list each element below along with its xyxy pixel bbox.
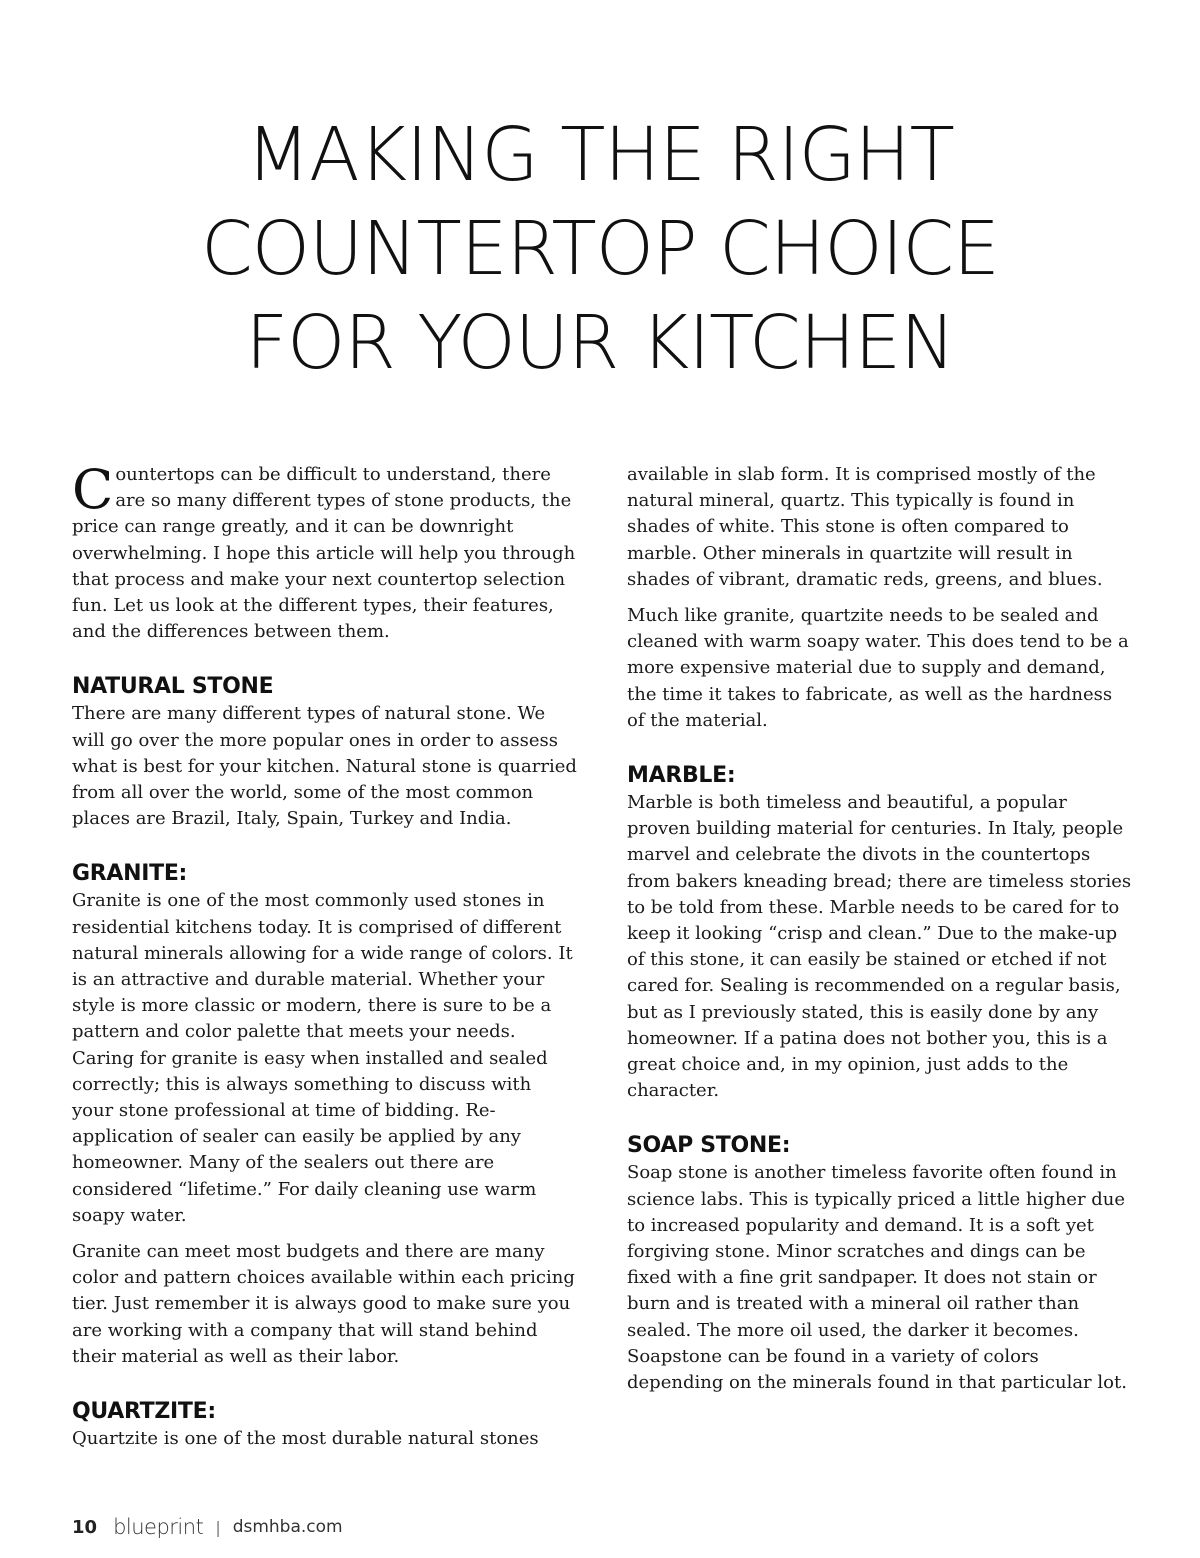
intro-paragraph — [72, 458, 577, 645]
website-link[interactable]: dsmhba.com — [232, 1517, 343, 1537]
quartzite-paragraph-start: Quartzite is one of the most durable natural stones — [72, 1428, 539, 1450]
drop-cap: C — [72, 458, 114, 521]
quartzite-paragraph-2: Much like granite, quartzite needs to be sealed and cleaned with warm soapy water. This does tend to be a more expensive material due to supply and demand, the time it takes to fabricate, as well as the hardness of the material. — [627, 605, 1129, 731]
title-line-1: MAKING THE RIGHT — [246, 112, 954, 198]
marble-paragraph: Marble is both timeless and beautiful, a popular proven building material for centuries. In Italy, people marvel and celebrate the divots in the countertops from bakers kneading bread; there are timeless stories to be told from these. Marble needs to be cared for to keep it looking “crisp and clean.” Due to the make-up of this stone, it can easily be stained or etched if not cared for. Sealing is recommended on a regular basis, but as I previously stated, this is easily done by any homeowner. If a patina does not bother you, this is a great choice and, in my opinion, just adds to the character. — [627, 792, 1132, 1102]
page-footer — [72, 1514, 343, 1540]
right-column — [627, 462, 1132, 1406]
title-line-3: FOR YOUR KITCHEN — [245, 300, 955, 386]
intro-text: ountertops can be difficult to understand, there are so many different types of stone products, the price can range greatly, and it can be downright overwhelming. I hope this article will help you through that process and make your next countertop selection fun. Let us look at the different types, their features, and the differences between them. — [72, 464, 576, 643]
brand-logo: blueprint — [113, 1515, 204, 1539]
soap-stone-paragraph: Soap stone is another timeless favorite often found in science labs. This is typically priced a little higher due to increased popularity and demand. It is a soft yet forgiving stone. Minor scratches and dings can be fixed with a fine grit sandpaper. It does not stain or burn and is treated with a mineral oil rather than sealed. The more oil used, the darker it becomes. Soapstone can be found in a variety of colors depending on the minerals found in that particular lot. — [627, 1162, 1127, 1394]
heading-quartzite: QUARTZITE: — [72, 1399, 216, 1425]
natural-stone-paragraph: There are many different types of natural stone. We will go over the more popular ones in order to assess what is best for your kitchen. Natural stone is quarried from all over the world, some of the most common places are Brazil, Italy, Spain, Turkey and India. — [72, 703, 577, 830]
left-column — [72, 458, 577, 1462]
page-number: 10 — [72, 1516, 98, 1538]
article-title — [0, 108, 1200, 390]
heading-natural-stone: NATURAL STONE — [72, 674, 274, 700]
footer-separator: | — [215, 1517, 221, 1537]
granite-paragraph-1: Granite is one of the most commonly used stones in residential kitchens today. It is comprised of different natural minerals allowing for a wide range of colors. It is an attractive and durable material. Whether your style is more classic or modern, there is sure to be a pattern and color palette that meets your needs. Caring for granite is easy when installed and sealed correctly; this is always something to discuss with your stone professional at time of bidding. Re-application of sealer can easily be applied by any homeowner. Many of the sealers out there are considered “lifetime.” For daily cleaning use warm soapy water. — [72, 890, 573, 1226]
title-line-2: COUNTERTOP CHOICE — [201, 206, 999, 292]
granite-paragraph-2: Granite can meet most budgets and there are many color and pattern choices available within each pricing tier. Just remember it is always good to make sure you are working with a company that will stand behind their material as well as their labor. — [72, 1241, 575, 1367]
heading-soap-stone: SOAP STONE: — [627, 1133, 791, 1159]
quartzite-paragraph-continued: available in slab form. It is comprised mostly of the natural mineral, quartz. This typically is found in shades of white. This stone is often compared to marble. Other minerals in quartzite will result in shades of vibrant, dramatic reds, greens, and blues. — [627, 464, 1103, 590]
heading-granite: GRANITE: — [72, 861, 188, 887]
heading-marble: MARBLE: — [627, 763, 736, 789]
